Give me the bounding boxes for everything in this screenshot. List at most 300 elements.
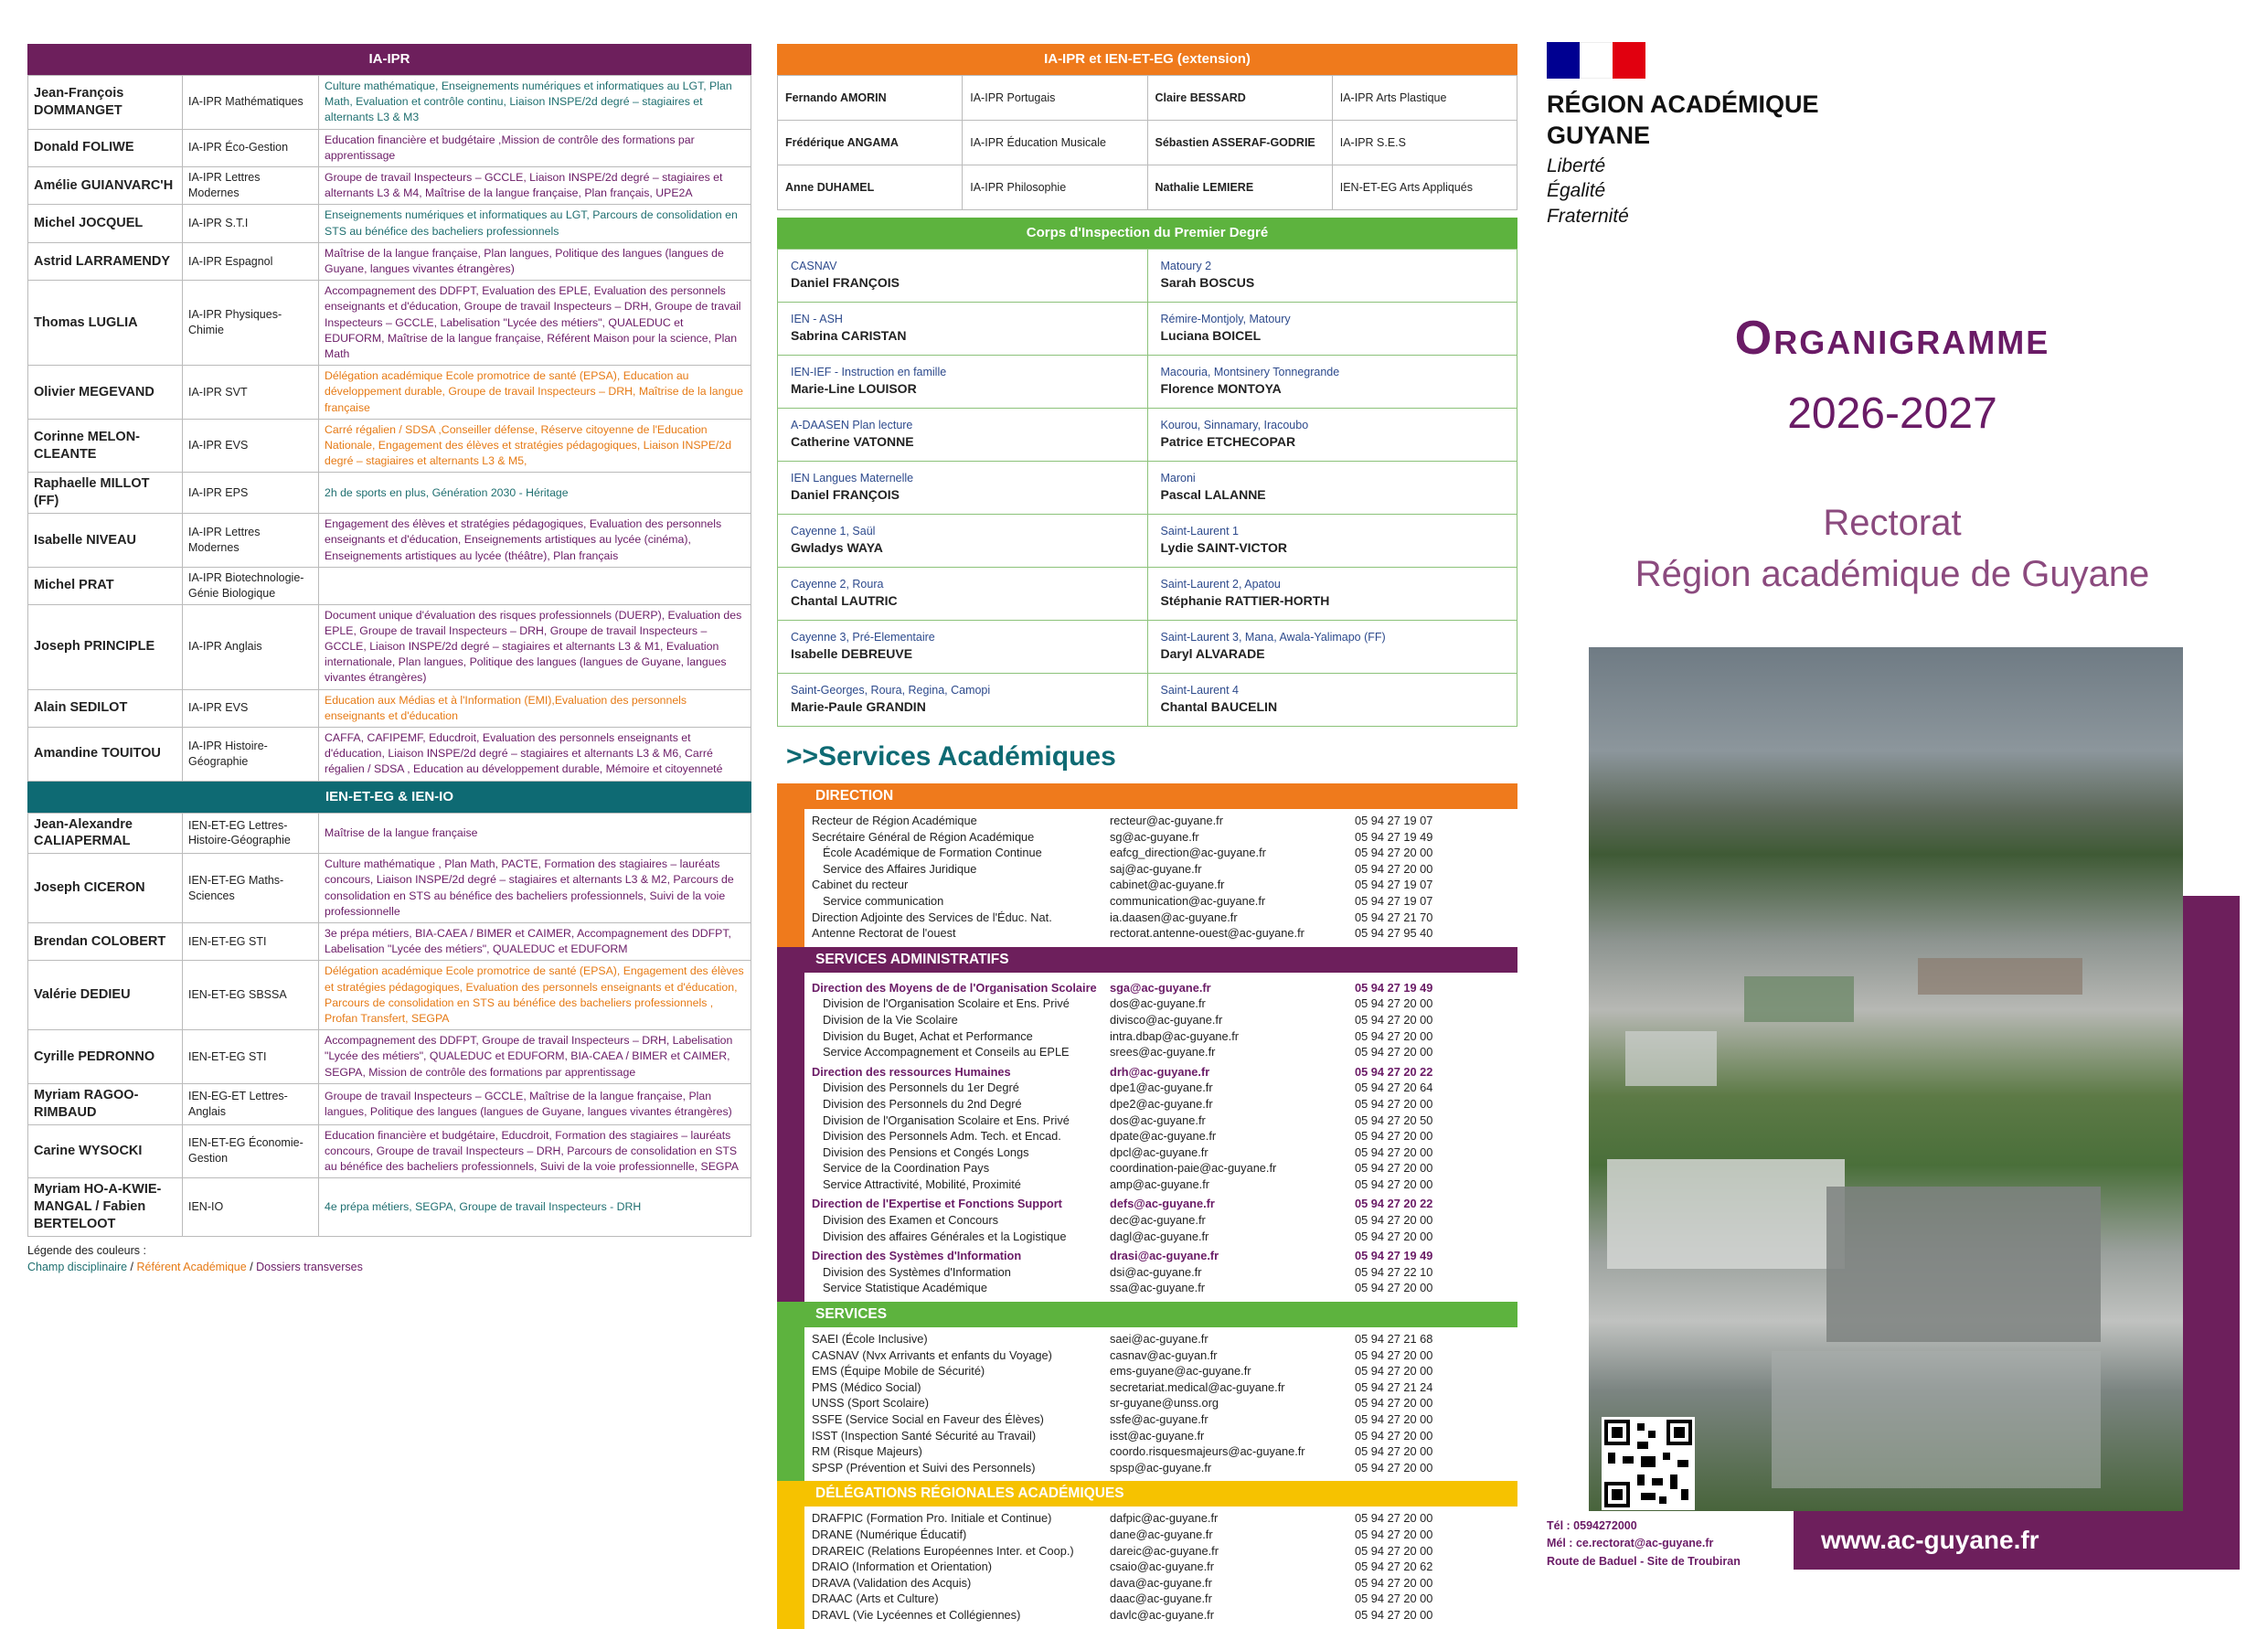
service-email[interactable]: sga@ac-guyane.fr [1110,980,1211,995]
cipd-name: Daniel FRANÇOIS [791,487,900,503]
service-row [812,845,1517,861]
service-email[interactable]: daac@ac-guyane.fr [1110,1592,1212,1606]
inspector-name: Jean-François DOMMANGET [28,76,183,130]
service-name: SAEI (École Inclusive) [812,1332,928,1347]
service-row [812,1064,1517,1081]
service-name: PMS (Médico Social) [812,1379,921,1394]
service-email[interactable]: sr-guyane@unss.org [1110,1396,1219,1411]
admin-section [777,947,1517,1302]
service-phone: 05 94 27 19 07 [1355,814,1433,827]
service-name: Division du Buget, Achat et Performance [823,1028,1033,1043]
cipd-name: Daniel FRANÇOIS [791,275,900,291]
cipd-row [778,462,1517,515]
services-header: SERVICES [777,1302,1517,1327]
inspector-function: IEN-ET-EG Lettres-Histoire-Géographie [183,813,319,854]
inspector-name: Carine WYSOCKI [28,1124,183,1178]
service-row [812,1363,1517,1379]
inspector-name: Alain SEDILOT [28,689,183,727]
service-email[interactable]: saj@ac-guyane.fr [1110,861,1202,876]
extension-function: IEN-ET-EG Arts Appliqués [1332,165,1517,210]
cipd-row [778,303,1517,356]
inspector-missions: Document unique d'évaluation des risques professionnels (DUERP), Evaluation des EPLE, Groupe de travail Inspecteurs – DRH, Groupe de travail Inspecteurs – GCCLE, Liaison INSPE/2d degré – stagiaires et alternants L3 & M1, Evaluation internationale, Plan langues, Politique des langues (langues de Guyane, langues vivantes étrangères) [319,604,751,689]
service-email[interactable]: dava@ac-guyane.fr [1110,1575,1212,1590]
cipd-row [778,568,1517,621]
cipd-cell [1147,515,1517,568]
service-email[interactable]: dos@ac-guyane.fr [1110,1113,1206,1127]
services-title: >>Services Académiques [786,741,1116,772]
service-email[interactable]: dpe1@ac-guyane.fr [1110,1081,1213,1095]
service-row [812,1347,1517,1364]
service-name: SPSP (Prévention et Suivi des Personnels) [812,1460,1036,1475]
extension-row [778,165,1517,210]
extension-name: Anne DUHAMEL [778,165,963,210]
service-phone: 05 94 27 20 00 [1355,1364,1433,1379]
inspector-name: Jean-Alexandre CALIAPERMAL [28,813,183,854]
inspector-missions: Maîtrise de la langue française, Plan langues, Politique des langues (langues de Guyane, langues vivantes étrangères) [319,242,751,280]
service-row [812,1543,1517,1560]
inspector-row [28,689,751,727]
service-phone: 05 94 27 22 10 [1355,1264,1433,1279]
inspector-row [28,1178,751,1237]
cipd-row [778,356,1517,409]
service-email[interactable]: dec@ac-guyane.fr [1110,1213,1206,1228]
republic-motto [1547,154,1629,229]
service-phone: 05 94 27 20 00 [1355,1592,1433,1606]
service-name: DRAVL (Vie Lycéennes et Collégiennes) [812,1607,1021,1622]
service-phone: 05 94 27 20 00 [1355,1575,1433,1590]
service-name: Cabinet du recteur [812,878,909,892]
iaipr-header: IA-IPR [27,44,751,75]
service-name: Service communication [823,893,944,908]
service-email[interactable]: recteur@ac-guyane.fr [1110,814,1223,827]
direction-header: DIRECTION [777,783,1517,809]
inspector-missions: Délégation académique Ecole promotrice de santé (EPSA), Engagement des élèves et stratégies pédagogiques, Evaluation des personnels enseignants et d'éducation, Parcours de consolidation en STS au bénéfice des bacheliers professionnels , Profan Transfert, SEGPA [319,961,751,1030]
service-row [812,1591,1517,1607]
services-column [777,44,1517,1629]
inspector-row [28,923,751,961]
service-email[interactable]: dpe2@ac-guyane.fr [1110,1096,1213,1111]
service-row [812,1212,1517,1229]
inspector-name: Thomas LUGLIA [28,281,183,366]
service-phone: 05 94 27 20 22 [1355,1064,1433,1079]
inspector-function: IA-IPR Biotechnologie- Génie Biologique [183,567,319,604]
service-email[interactable]: dagl@ac-guyane.fr [1110,1229,1209,1243]
inspector-name: Brendan COLOBERT [28,923,183,961]
service-email[interactable]: isst@ac-guyane.fr [1110,1428,1205,1443]
service-name: Service de la Coordination Pays [823,1161,990,1176]
service-phone: 05 94 27 20 00 [1355,1396,1433,1411]
cipd-name: Patrice ETCHECOPAR [1160,434,1296,450]
service-email[interactable]: dareic@ac-guyane.fr [1110,1543,1219,1558]
inspector-function: IA-IPR EPS [183,473,319,514]
service-email[interactable]: divisco@ac-guyane.fr [1110,1012,1223,1027]
service-row [812,861,1517,878]
admin-header: SERVICES ADMINISTRATIFS [777,947,1517,973]
service-name: ISST (Inspection Santé Sécurité au Travail) [812,1428,1037,1443]
inspector-name: Cyrille PEDRONNO [28,1030,183,1084]
service-email[interactable]: dpcl@ac-guyane.fr [1110,1145,1209,1159]
cipd-name: Sarah BOSCUS [1160,275,1255,291]
service-row [812,1160,1517,1176]
inspector-name: Olivier MEGEVAND [28,366,183,420]
service-phone: 05 94 27 20 00 [1355,1527,1433,1541]
service-phone: 05 94 27 20 00 [1355,1460,1433,1475]
inspector-name: Astrid LARRAMENDY [28,242,183,280]
service-email[interactable]: eafcg_direction@ac-guyane.fr [1110,846,1266,860]
extension-row [778,76,1517,121]
region-logo-text [1547,90,1819,152]
service-row [812,1575,1517,1592]
cipd-row [778,515,1517,568]
inspector-name: Raphaelle MILLOT (FF) [28,473,183,514]
cipd-name: Chantal LAUTRIC [791,593,898,609]
motto-egalite: Égalité [1547,180,1606,202]
service-row [812,1527,1517,1543]
service-phone: 05 94 27 19 49 [1355,1249,1433,1263]
color-legend [27,1242,751,1275]
inspector-name: Amélie GUIANVARC'H [28,167,183,205]
service-email[interactable]: rectorat.antenne-ouest@ac-guyane.fr [1110,926,1304,941]
region-line1: RÉGION ACADÉMIQUE [1547,90,1819,118]
service-row [812,893,1517,910]
inspector-function: IA-IPR EVS [183,419,319,473]
service-name: Secrétaire Général de Région Académique [812,829,1035,844]
cipd-cell [1147,621,1517,674]
legend-teal: Champ disciplinaire [27,1260,128,1273]
cipd-name: Florence MONTOYA [1160,381,1282,397]
inspector-function: IEN-ET-EG STI [183,923,319,961]
cipd-name: Gwladys WAYA [791,540,883,556]
service-phone: 05 94 27 20 00 [1355,1428,1433,1443]
cipd-location: Cayenne 1, Saül [791,524,876,538]
extension-name: Claire BESSARD [1147,76,1332,121]
service-email[interactable]: drasi@ac-guyane.fr [1110,1249,1219,1263]
cipd-location: Cayenne 3, Pré-Elementaire [791,630,935,644]
service-name: EMS (Équipe Mobile de Sécurité) [812,1364,985,1379]
inspector-row [28,242,751,280]
service-name: Division des Pensions et Congés Longs [823,1145,1029,1159]
service-email[interactable]: dpate@ac-guyane.fr [1110,1129,1217,1144]
service-email[interactable]: davlc@ac-guyane.fr [1110,1607,1214,1622]
ienet-header: IEN-ET-EG & IEN-IO [27,782,751,813]
legend-purple: Dossiers transverses [256,1260,363,1273]
website-link[interactable]: www.ac-guyane.fr [1794,1511,2240,1570]
cipd-cell [1147,409,1517,462]
extension-name: Frédérique ANGAMA [778,121,963,165]
service-name: Division de la Vie Scolaire [823,1012,958,1027]
service-row [812,877,1517,893]
service-name: DRAVA (Validation des Acquis) [812,1575,972,1590]
inspector-function: IA-IPR Physiques-Chimie [183,281,319,366]
service-phone: 05 94 27 20 00 [1355,1045,1433,1059]
service-row [812,1460,1517,1476]
inspector-row [28,514,751,568]
inspector-function: IA-IPR SVT [183,366,319,420]
service-phone: 05 94 27 20 00 [1355,1096,1433,1111]
cipd-name: Daryl ALVARADE [1160,646,1265,662]
service-row [812,1395,1517,1411]
inspector-name: Myriam HO-A-KWIE-MANGAL / Fabien BERTELOOT [28,1178,183,1237]
service-phone: 05 94 27 20 00 [1355,1145,1433,1159]
inspector-missions: Enseignements numériques et informatiques au LGT, Parcours de consolidation en STS au bénéfice des bacheliers professionnels [319,205,751,242]
service-name: Direction Adjointe des Services de l'Éduc. Nat. [812,910,1052,924]
service-row [812,829,1517,846]
school-year: 2026-2027 [1787,389,1997,438]
cipd-location: A-DAASEN Plan lecture [791,418,913,431]
service-email[interactable]: dsi@ac-guyane.fr [1110,1264,1202,1279]
service-email[interactable]: amp@ac-guyane.fr [1110,1176,1210,1191]
marianne-flag-icon [1547,42,1645,79]
qr-code-icon [1602,1417,1695,1510]
cipd-location: Kourou, Sinnamary, Iracoubo [1160,418,1309,431]
service-row [812,1012,1517,1028]
cipd-location: IEN - ASH [791,312,843,325]
region-line2: GUYANE [1547,121,1651,149]
inspectors-column [27,44,751,1275]
service-name: Division des affaires Générales et la Logistique [823,1229,1067,1243]
extension-name: Sébastien ASSERAF-GODRIE [1147,121,1332,165]
campus-aerial-photo [1589,647,2183,1511]
inspector-row [28,961,751,1030]
service-email[interactable]: casnav@ac-guyan.fr [1110,1347,1218,1362]
inspector-function: IEN-IO [183,1178,319,1237]
service-email[interactable]: srees@ac-guyane.fr [1110,1045,1216,1059]
service-email[interactable]: coordination-paie@ac-guyane.fr [1110,1161,1277,1176]
service-name: SSFE (Service Social en Faveur des Élèves) [812,1412,1044,1426]
service-email[interactable]: ems-guyane@ac-guyane.fr [1110,1364,1251,1379]
inspector-missions: Education financière et budgétaire ,Mission de contrôle des formations par apprentissage [319,129,751,166]
service-name: Service Accompagnement et Conseils au EPLE [823,1045,1070,1059]
service-phone: 05 94 27 21 70 [1355,910,1433,924]
cipd-row [778,250,1517,303]
inspector-function: IA-IPR Histoire-Géographie [183,727,319,781]
service-row [812,1044,1517,1060]
inspector-row [28,1030,751,1084]
extension-function: IA-IPR S.E.S [1332,121,1517,165]
cipd-row [778,409,1517,462]
service-phone: 05 94 27 20 00 [1355,1028,1433,1043]
service-row [812,1080,1517,1096]
service-phone: 05 94 27 20 00 [1355,1229,1433,1243]
service-name: Division des Systèmes d'Information [823,1264,1011,1279]
contact-info [1547,1517,1741,1570]
service-phone: 05 94 27 95 40 [1355,926,1433,941]
cipd-cell [778,409,1148,462]
cipd-name: Sabrina CARISTAN [791,328,907,344]
cipd-row [778,674,1517,727]
cipd-cell [778,674,1148,727]
service-name: DRAIO (Information et Orientation) [812,1560,993,1574]
service-name: RM (Risque Majeurs) [812,1444,922,1459]
cipd-cell [778,568,1148,621]
service-name: UNSS (Sport Scolaire) [812,1396,930,1411]
service-phone: 05 94 27 19 07 [1355,893,1433,908]
service-email[interactable]: saei@ac-guyane.fr [1110,1332,1209,1347]
inspector-function: IA-IPR Espagnol [183,242,319,280]
service-phone: 05 94 27 20 00 [1355,861,1433,876]
inspector-row [28,281,751,366]
cipd-name: Chantal BAUCELIN [1160,699,1278,715]
delegations-header: DÉLÉGATIONS RÉGIONALES ACADÉMIQUES [777,1481,1517,1507]
service-email[interactable]: communication@ac-guyane.fr [1110,893,1266,908]
inspector-name: Isabelle NIVEAU [28,514,183,568]
service-row [812,1559,1517,1575]
service-name: Service Statistique Académique [823,1281,987,1295]
service-email[interactable]: drh@ac-guyane.fr [1110,1064,1210,1079]
service-email[interactable]: sg@ac-guyane.fr [1110,829,1199,844]
cipd-name: Marie-Paule GRANDIN [791,699,926,715]
service-phone: 05 94 27 20 00 [1355,1129,1433,1144]
service-row [812,925,1517,942]
cipd-location: Saint-Georges, Roura, Regina, Camopi [791,683,991,697]
service-phone: 05 94 27 21 68 [1355,1332,1433,1347]
service-row [812,910,1517,926]
extension-function: IA-IPR Portugais [963,76,1147,121]
motto-liberte: Liberté [1547,155,1606,176]
cipd-cell [1147,356,1517,409]
cipd-cell [1147,250,1517,303]
inspector-function: IEN-ET-EG Économie-Gestion [183,1124,319,1178]
cipd-header: Corps d'Inspection du Premier Degré [777,218,1517,249]
extension-table [777,75,1517,210]
inspector-name: Joseph PRINCIPLE [28,604,183,689]
service-phone: 05 94 27 20 00 [1355,1607,1433,1622]
inspector-name: Valérie DEDIEU [28,961,183,1030]
service-name: DRAREIC (Relations Européennes Inter. et Coop.) [812,1543,1074,1558]
subtitle-rectorat: Rectorat [1823,503,1962,543]
inspector-missions: CAFFA, CAFIPEMF, Educdroit, Evaluation des personnels enseignants et d'éducation, Liaison INSPE/2d degré – stagiaires et alternants L3 & M6, Carré régalien / SDSA , Education au développement durable, Mémoire et citoyenneté [319,727,751,781]
inspector-missions: Accompagnement des DDFPT, Groupe de travail Inspecteurs – DRH, Labelisation "Lycée des métiers", QUALEDUC et EDUFORM, BIA-CAEA / BIMER et CAIMER, SEGPA, Mission de contrôle des formations par apprentissage [319,1030,751,1084]
inspector-function: IA-IPR Mathématiques [183,76,319,130]
service-row [812,1443,1517,1460]
inspector-missions: Culture mathématique , Plan Math, PACTE, Formation des stagiaires – lauréats concours, Liaison INSPE/2d degré – stagiaires et alternants L3 & M2, Parcours de consolidation en STS au bénéfice des bacheliers professionnels, Suivi de la voie professionnelle [319,854,751,923]
cipd-name: Lydie SAINT-VICTOR [1160,540,1287,556]
service-phone: 05 94 27 20 00 [1355,1281,1433,1295]
service-row [812,1229,1517,1245]
inspector-name: Myriam RAGOO-RIMBAUD [28,1083,183,1124]
service-email[interactable]: ssfe@ac-guyane.fr [1110,1412,1209,1426]
inspector-name: Corinne MELON-CLEANTE [28,419,183,473]
service-name: Recteur de Région Académique [812,814,977,827]
inspector-row [28,854,751,923]
service-phone: 05 94 27 20 00 [1355,846,1433,860]
service-row [812,1145,1517,1161]
extension-function: IA-IPR Philosophie [963,165,1147,210]
service-name: CASNAV (Nvx Arrivants et enfants du Voyage) [812,1347,1052,1362]
cipd-cell [1147,462,1517,515]
service-name: Division des Personnels du 1er Degré [823,1081,1019,1095]
service-name: Direction des Systèmes d'Information [812,1249,1022,1263]
service-row [812,1280,1517,1296]
cipd-cell [1147,303,1517,356]
service-name: Division de l'Organisation Scolaire et Ens. Privé [823,1113,1070,1127]
service-name: Direction des Moyens de de l'Organisation Scolaire [812,980,1097,995]
service-email[interactable]: intra.dbap@ac-guyane.fr [1110,1028,1240,1043]
cipd-cell [778,250,1148,303]
inspector-function: IEN-ET-EG SBSSA [183,961,319,1030]
service-phone: 05 94 27 20 22 [1355,1197,1433,1211]
service-email[interactable]: dos@ac-guyane.fr [1110,996,1206,1011]
service-row [812,1607,1517,1624]
inspector-row [28,76,751,130]
cipd-location: Matoury 2 [1160,259,1212,272]
ienet-table [27,813,751,1237]
service-row [812,996,1517,1012]
cipd-name: Catherine VATONNE [791,434,914,450]
extension-function: IA-IPR Arts Plastique [1332,76,1517,121]
contact-address: Route de Baduel - Site de Troubiran [1547,1554,1741,1568]
service-phone: 05 94 27 20 00 [1355,996,1433,1011]
service-name: DRAFPIC (Formation Pro. Initiale et Continue) [812,1511,1052,1526]
inspector-row [28,473,751,514]
legend-title: Légende des couleurs : [27,1243,146,1257]
service-phone: 05 94 27 20 00 [1355,1347,1433,1362]
inspector-name: Michel JOCQUEL [28,205,183,242]
inspector-row [28,567,751,604]
service-row [812,1248,1517,1264]
inspector-row [28,727,751,781]
services-section [777,1302,1517,1481]
service-email[interactable]: ssa@ac-guyane.fr [1110,1281,1206,1295]
inspector-missions: 3e prépa métiers, BIA-CAEA / BIMER et CAIMER, Accompagnement des DDFPT, Labelisation "Lycée des métiers", QUALEDUC et EDUFORM [319,923,751,961]
service-phone: 05 94 27 21 24 [1355,1379,1433,1394]
cipd-cell [1147,568,1517,621]
inspector-function: IA-IPR EVS [183,689,319,727]
service-email[interactable]: dane@ac-guyane.fr [1110,1527,1213,1541]
service-phone: 05 94 27 20 00 [1355,1412,1433,1426]
inspector-function: IA-IPR Lettres Modernes [183,514,319,568]
cipd-name: Isabelle DEBREUVE [791,646,913,662]
extension-name: Fernando AMORIN [778,76,963,121]
service-phone: 05 94 27 20 00 [1355,1444,1433,1459]
extension-name: Nathalie LEMIERE [1147,165,1332,210]
cipd-name: Marie-Line LOUISOR [791,381,917,397]
delegations-section [777,1481,1517,1628]
inspector-name: Joseph CICERON [28,854,183,923]
service-phone: 05 94 27 19 49 [1355,829,1433,844]
service-email[interactable]: ia.daasen@ac-guyane.fr [1110,910,1238,924]
service-email[interactable]: coordo.risquesmajeurs@ac-guyane.fr [1110,1444,1305,1459]
service-row [812,1264,1517,1281]
service-name: Antenne Rectorat de l'ouest [812,926,956,941]
service-email[interactable]: spsp@ac-guyane.fr [1110,1460,1212,1475]
legend-sep: / [246,1260,257,1273]
cipd-location: Saint-Laurent 1 [1160,524,1239,538]
service-email[interactable]: cabinet@ac-guyane.fr [1110,878,1225,892]
service-email[interactable]: secretariat.medical@ac-guyane.fr [1110,1379,1285,1394]
inspector-function: IA-IPR Lettres Modernes [183,167,319,205]
service-name: École Académique de Formation Continue [823,846,1042,860]
cipd-location: IEN Langues Maternelle [791,471,914,484]
inspector-function: IA-IPR Anglais [183,604,319,689]
service-row [812,1096,1517,1113]
cipd-location: CASNAV [791,259,837,272]
service-email[interactable]: defs@ac-guyane.fr [1110,1197,1215,1211]
cipd-cell [1147,674,1517,727]
inspector-name: Donald FOLIWE [28,129,183,166]
cipd-name: Stéphanie RATTIER-HORTH [1160,593,1330,609]
inspector-function: IEN-ET-EG Maths-Sciences [183,854,319,923]
cipd-row [778,621,1517,674]
cipd-location: Rémire-Montjoly, Matoury [1160,312,1291,325]
contact-mail[interactable]: Mél : ce.rectorat@ac-guyane.fr [1547,1537,1714,1550]
service-row [812,1510,1517,1527]
inspector-name: Amandine TOUITOU [28,727,183,781]
service-row [812,1113,1517,1129]
cipd-cell [778,462,1148,515]
service-email[interactable]: dafpic@ac-guyane.fr [1110,1511,1219,1526]
service-email[interactable]: csaio@ac-guyane.fr [1110,1560,1214,1574]
